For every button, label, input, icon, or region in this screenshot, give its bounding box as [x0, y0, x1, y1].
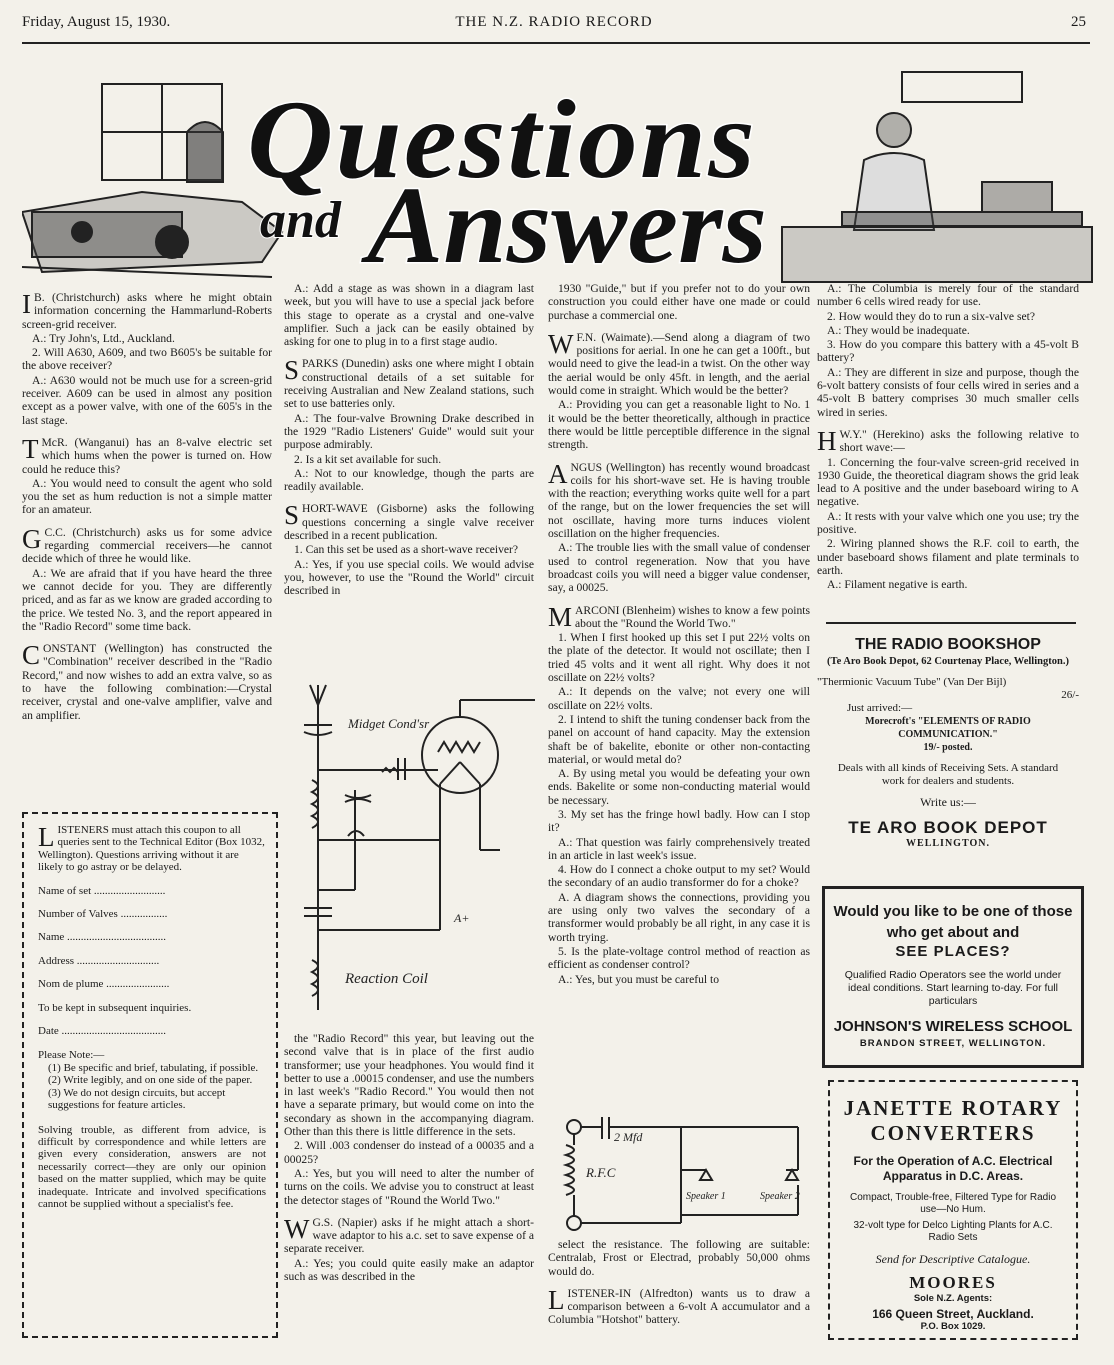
- paragraph-text: 2. Will .003 condenser do instead of a 00035 and a 00025?: [284, 1139, 534, 1166]
- converters-agents: Sole N.Z. Agents:: [913, 1293, 993, 1304]
- paragraph: [284, 412, 534, 452]
- paragraph-text: 1. Concerning the four-valve screen-grid received in 1930 Guide, the theoretical diagram shows the grid leak lead to A positive and the under baseboard wiring to A negative.: [817, 455, 1079, 509]
- paragraph-text: F.N. (Waimate).—Send along a diagram of two positions for aerial. In one he can get a 100ft., but would need to give the lead-in a twist. On the other way the aerial would be only 45ft. in length, and the aerial would come in straight. Which would be the better?: [548, 330, 810, 398]
- drop-cap: A: [548, 458, 568, 489]
- banner-word-questions: Questions: [247, 78, 757, 202]
- drop-cap: T: [22, 433, 39, 464]
- page-number: 25: [1071, 14, 1086, 30]
- paragraph: [817, 310, 1079, 323]
- rfc-label: R.F.C: [586, 1165, 616, 1180]
- header-rule: [22, 42, 1090, 44]
- paragraph: [548, 601, 810, 632]
- paragraph: [22, 332, 272, 345]
- column-1-items: [22, 291, 272, 722]
- paragraph-text: B. (Christchurch) asks where he might obtain information concerning the Hammarlund-Roberts screen-grid receiver.: [22, 291, 272, 331]
- paragraph-text: A.: They are different in size and purpose, though the 6-volt battery consists of four cells wired in series and a 45-volt B battery comprises 30 much smaller cells wired in series.: [817, 365, 1079, 419]
- paragraph: [22, 523, 272, 566]
- coupon-note: (2) Write legibly, and on one side of the paper.: [48, 1074, 253, 1087]
- paragraph-text: 4. How do I connect a choke output to my set? Would the secondary of an audio transformer do for a choke?: [548, 863, 810, 890]
- column-2-bottom-items: [284, 1032, 534, 1283]
- drop-cap: H: [817, 425, 837, 456]
- converters-box: P.O. Box 1029.: [920, 1321, 986, 1332]
- coupon-note: (1) Be specific and brief, tabulating, if possible.: [48, 1061, 259, 1074]
- coupon-fields: [38, 885, 266, 1038]
- paragraph-text: C.C. (Christchurch) asks us for some advice regarding commercial receivers—he cannot decide which of three he would like.: [22, 525, 272, 566]
- paragraph: [548, 631, 810, 684]
- paragraph: [22, 374, 272, 427]
- bookshop-name: TE ARO BOOK DEPOT: [848, 818, 1048, 837]
- two-mfd-label: 2 Mfd: [614, 1130, 643, 1144]
- column-3-bottom: [548, 1238, 810, 1328]
- bookshop-book2: Morecroft's "ELEMENTS OF RADIO COMMUNICATION.": [865, 716, 1031, 740]
- paragraph: [284, 1032, 534, 1138]
- paragraph: [548, 767, 810, 807]
- bookshop-write: Write us:—: [920, 795, 976, 809]
- banner-word-and: and: [260, 192, 341, 249]
- school-ad-address: BRANDON STREET, WELLINGTON.: [859, 1038, 1047, 1049]
- paragraph-text: A.: Try John's, Ltd., Auckland.: [32, 331, 175, 345]
- paragraph: [817, 425, 1079, 456]
- paragraph-text: 2. How would they do to run a six-valve set?: [827, 309, 1036, 323]
- paragraph: [284, 543, 534, 556]
- paragraph-text: the "Radio Record" this year, but leaving out the second valve that is in place of the first audio transformer; use your headphones. You would find it better to use a .00015 condenser, and use the numbers in last week's "Radio Record." You would then not have a separate primary, but would come on into the secondary as shown in the accompanying diagram. Other than this there is little difference in the sets.: [284, 1032, 534, 1139]
- drop-cap: I: [22, 289, 31, 319]
- paragraph-text: ARCONI (Blenheim) wishes to know a few points about the "Round the World Two.": [575, 603, 810, 630]
- paragraph-text: A. A diagram shows the connections, providing you are using only two valves the secondary of a transformer would probably be all right, in any case it is worth trying.: [548, 890, 810, 944]
- paragraph-text: A.: Filament negative is earth.: [827, 578, 968, 592]
- paragraph-text: A.: Yes, if you use special coils. We would advise you, however, to use the "Round the World" circuit described in: [284, 557, 534, 598]
- column-2-top: [284, 282, 534, 599]
- paragraph: [22, 346, 272, 373]
- paragraph: [548, 891, 810, 944]
- paragraph-text: A.: It depends on the valve; not every one will oscillate on 22½ volts.: [548, 685, 810, 712]
- converters-address: 166 Queen Street, Auckland.: [872, 1307, 1034, 1321]
- coupon-field: Number of Valves .................: [38, 908, 168, 921]
- column-4: [817, 282, 1079, 593]
- paragraph-text: McR. (Wanganui) has an 8-valve electric set which hums when the power is turned on. How could he reduce this?: [22, 435, 272, 476]
- paragraph: [548, 1284, 810, 1327]
- issue-date: Friday, August 15, 1930.: [22, 14, 171, 30]
- paragraph-text: A.: You would need to consult the agent who sold you the set as hum reduction is not a simple matter for an amateur.: [22, 476, 272, 517]
- drop-cap: W: [284, 1213, 310, 1244]
- choke-output-circuit-diagram: [556, 1115, 812, 1235]
- paragraph-text: 2. I intend to shift the tuning condenser back from the panel on account of hand capacity. May the extension shaft be of bakelite, ebonite or other non-contacting material, or would metal do?: [548, 712, 810, 766]
- paragraph-text: PARKS (Dunedin) asks one where might I obtain constructional details of a set suitable for receiving Australian and New Zealand stations, such set to use batteries only.: [284, 357, 534, 411]
- converters-firm: MOORES: [909, 1273, 997, 1292]
- reaction-coil-label: Reaction Coil: [345, 971, 428, 987]
- paragraph-text: A.: Yes; you could quite easily make an adaptor such as was described in the: [284, 1256, 534, 1284]
- paragraph: [817, 366, 1079, 419]
- left-illustration: [22, 84, 282, 277]
- paragraph: [22, 642, 272, 722]
- bookshop-arrived: Just arrived:—: [847, 702, 913, 714]
- paragraph: [817, 338, 1079, 365]
- paragraph-text: A.: We are afraid that if you have heard the three we cannot decide for you. They are differently priced, and as far as we know are graded according to the price. We tested No. 3, and the report appeared in the "Radio Record" some time back.: [22, 566, 272, 633]
- paragraph-text: 2. Will A630, A609, and two B605's be suitable for the above receiver?: [22, 346, 272, 373]
- paragraph: [22, 567, 272, 633]
- paragraph: [284, 502, 534, 542]
- banner-word-answers: Answers: [360, 164, 767, 286]
- query-coupon: [22, 812, 278, 1338]
- column-1: [22, 282, 272, 723]
- coupon-notes: [38, 1062, 266, 1112]
- paragraph: [284, 1213, 534, 1256]
- school-ad-line2: SEE PLACES?: [895, 943, 1011, 960]
- drop-cap: S: [284, 355, 300, 386]
- janette-converters-ad: [828, 1080, 1078, 1340]
- coupon-field: Nom de plume .......................: [38, 978, 170, 991]
- paragraph: [817, 282, 1079, 309]
- drop-cap: C: [22, 640, 41, 671]
- paragraph: [284, 467, 534, 494]
- converters-send: Send for Descriptive Catalogue.: [875, 1252, 1031, 1266]
- paragraph-text: A.: Add a stage as was shown in a diagram last week, but you will have to use a special jack before this stage to operate as a crystal and one-valve amplifier. Such a jack can be easily obtained by asking for one to plug in to a first stage audio.: [284, 282, 534, 349]
- paragraph: [548, 282, 810, 322]
- coupon-field: Name of set ..........................: [38, 884, 166, 897]
- speaker-1-label: Speaker 1: [686, 1191, 726, 1202]
- converters-for: For the Operation of A.C. Electrical Apparatus in D.C. Areas.: [853, 1154, 1053, 1183]
- radio-bookshop-ad: [817, 628, 1079, 878]
- paragraph-text: A.: Yes, but you will need to alter the number of turns on the coils. We advise you to construct at least the detector stages of "Round the World Two.": [284, 1166, 534, 1207]
- right-illustration: [782, 72, 1092, 282]
- paragraph-text: 3. How do you compare this battery with a 45-volt B battery?: [817, 338, 1079, 365]
- column-2-bottom: [284, 1032, 534, 1284]
- paragraph-text: A.: They would be inadequate.: [827, 323, 970, 337]
- paragraph: [548, 863, 810, 890]
- paragraph-text: 2. Is a kit set available for such.: [294, 452, 442, 466]
- bookshop-title: THE RADIO BOOKSHOP: [855, 636, 1041, 653]
- paragraph: [548, 973, 810, 986]
- questions-answers-banner: [22, 62, 1094, 290]
- paragraph: [817, 324, 1079, 337]
- drop-cap: S: [284, 500, 300, 531]
- running-head: [22, 14, 1086, 38]
- coupon-intro: [38, 824, 266, 874]
- paragraph: [817, 510, 1079, 537]
- drop-cap: G: [22, 523, 42, 554]
- coupon-field: To be kept in subsequent inquiries.: [38, 1001, 192, 1014]
- paragraph-text: 3. My set has the fringe howl badly. How can I stop it?: [548, 807, 810, 835]
- paragraph-text: 1. Can this set be used as a short-wave receiver?: [294, 543, 519, 557]
- paragraph-text: 1930 "Guide," but if you prefer not to do your own construction you could either have one made or could purchase a commercial one.: [548, 282, 810, 322]
- paragraph-text: 2. Wiring planned shows the R.F. coil to earth, the under baseboard shows filament and plate terminals to earth.: [817, 537, 1079, 577]
- paragraph-text: ONSTANT (Wellington) has constructed the "Combination" receiver described in the "Radio Record," and now wishes to add an extra valve, so as to have the following combination:—Crystal receiver, crystal and one-valve amplifier, valve and an amplifier.: [22, 642, 272, 722]
- paragraph: [548, 458, 810, 541]
- paragraph: [548, 1238, 810, 1278]
- paragraph-text: NGUS (Wellington) has recently wound broadcast coils for his short-wave set. He is having trouble with the reaction; everything works quite well for a part of the range, but on the lower frequencies the set will not oscillate, having more turns induces violent oscillation on the higher frequencies.: [548, 460, 810, 541]
- paragraph: [284, 453, 534, 466]
- bookshop-city: WELLINGTON.: [906, 838, 990, 849]
- paragraph-text: A.: That question was fairly comprehensively treated in an article in last week's issue.: [548, 835, 810, 862]
- paragraph-text: A.: Not to our knowledge, though the parts are readily available.: [284, 466, 534, 494]
- bookshop-deals: Deals with all kinds of Receiving Sets. A standard work for dealers and students.: [837, 762, 1059, 787]
- paragraph: [284, 282, 534, 348]
- paragraph-text: A.: Providing you can get a reasonable light to No. 1 it would be the better theoretically, although in practice there would be little perceptible difference in the signal strength.: [548, 398, 810, 452]
- converters-title1: JANETTE ROTARY: [843, 1096, 1063, 1120]
- column-3-items: [548, 282, 810, 986]
- paragraph-text: A.: Yes, but you must be careful to: [558, 972, 720, 986]
- column-3-bottom-items: [548, 1238, 810, 1327]
- coupon-drop-cap: L: [38, 822, 55, 852]
- paragraph-text: G.S. (Napier) asks if he might attach a short-wave adaptor to his a.c. set to save expense of a separate receiver.: [284, 1215, 534, 1256]
- paragraph: [817, 537, 1079, 577]
- column-2-top-items: [284, 282, 534, 598]
- paragraph: [22, 477, 272, 517]
- paragraph: [548, 685, 810, 712]
- bookshop-price1: 26/-: [1061, 689, 1079, 701]
- paragraph: [284, 1257, 534, 1284]
- coupon-intro-text: ISTENERS must attach this coupon to all queries sent to the Technical Editor (Box 1032, Wellington). Questions arriving without it are likely to go astray or be delayed.: [38, 824, 265, 874]
- paragraph-text: ISTENER-IN (Alfredton) wants us to draw a comparison between a 6-volt A accumulator and a Columbia "Hotshot" battery.: [548, 1286, 810, 1327]
- school-ad-line1: Would you like to be one of those who get about and: [833, 903, 1073, 941]
- paragraph-text: 1. When I first hooked up this set I put 22½ volts on the plate of the detector. It would not oscillate; then I tried 45 volts and it went all right. Why does it not oscillate on 22½ volts?: [548, 631, 810, 685]
- paragraph-text: A.: The trouble lies with the small value of condenser used to control regeneration. Now that you have broadcast coils you will need a bigger value condenser, say, a 00025.: [548, 541, 810, 595]
- coupon-field: Name ....................................: [38, 931, 167, 944]
- paragraph: [548, 836, 810, 863]
- coupon-note-head: Please Note:—: [38, 1049, 105, 1062]
- paragraph-text: 5. Is the plate-voltage control method of reaction as efficient as condenser control?: [548, 944, 810, 972]
- paragraph: [548, 945, 810, 972]
- paragraph-text: select the resistance. The following are suitable: Centralab, Frost or Electrad, probably 50,000 ohms would do.: [548, 1238, 810, 1278]
- school-ad-name: JOHNSON'S WIRELESS SCHOOL: [833, 1018, 1073, 1035]
- paragraph: [817, 578, 1079, 591]
- coupon-footer: Solving trouble, as different from advice, is difficult by correspondence and while letters are given every consideration, answers are not necessarily correct—they are only our opinion based on the matter supplied, which may be quite inadequate. Intricate and involved specifications cannot be supplied without a specialist's fee.: [38, 1123, 266, 1210]
- paragraph: [548, 713, 810, 766]
- paragraph-text: HORT-WAVE (Gisborne) asks the following questions concerning a single valve receiver described in a recent publication.: [284, 502, 534, 543]
- paragraph: [284, 1139, 534, 1166]
- coupon-field: Date ......................................: [38, 1025, 167, 1038]
- drop-cap: M: [548, 601, 573, 632]
- single-valve-circuit-diagram: [290, 680, 535, 1025]
- paragraph: [22, 433, 272, 476]
- bookshop-price2: 19/- posted.: [923, 742, 973, 753]
- bookshop-sub: (Te Aro Book Depot, 62 Courtenay Place, Wellington.): [827, 656, 1069, 667]
- paragraph-text: A.: A630 would not be much use for a screen-grid receiver. A609 can be used in almost any position except as a power valve, with one of the 605's in the last stage.: [22, 373, 272, 427]
- paragraph-text: A. By using metal you would be defeating your own ends. Bakelite or some non-conducting material would be necessary.: [548, 767, 810, 807]
- converters-title2: CONVERTERS: [870, 1121, 1036, 1145]
- speaker-2-label: Speaker 2: [760, 1191, 800, 1202]
- paragraph: [284, 1167, 534, 1207]
- paragraph-text: A.: The four-valve Browning Drake described in the 1929 "Radio Listeners' Guide" would suit your purpose admirably.: [284, 411, 534, 452]
- converters-desc2: 32-volt type for Delco Lighting Plants for A.C. Radio Sets: [853, 1220, 1053, 1243]
- column-4-items: [817, 282, 1079, 592]
- paragraph: [817, 456, 1079, 509]
- midget-condenser-label: Midget Cond'sr: [348, 716, 430, 731]
- paragraph: [548, 541, 810, 594]
- publication-title: THE N.Z. RADIO RECORD: [455, 14, 653, 30]
- a-plus-label: A+: [454, 911, 470, 925]
- wireless-school-ad: [822, 886, 1084, 1068]
- bookshop-rule: [826, 622, 1076, 624]
- paragraph-text: W.Y." (Herekino) asks the following relative to short wave:—: [839, 427, 1079, 455]
- paragraph: [22, 291, 272, 331]
- paragraph: [284, 558, 534, 598]
- paragraph: [284, 357, 534, 410]
- paragraph-text: A.: It rests with your valve which one you use; try the positive.: [817, 509, 1079, 537]
- coupon-field: Address ..............................: [38, 954, 160, 967]
- drop-cap: L: [548, 1284, 565, 1315]
- school-ad-body: Qualified Radio Operators see the world under ideal conditions. Start learning to-day. For full particulars: [844, 969, 1062, 1007]
- bookshop-book1: "Thermionic Vacuum Tube" (Van Der Bijl): [817, 676, 1007, 688]
- column-3: [548, 282, 810, 987]
- paragraph-text: A.: The Columbia is merely four of the standard number 6 cells wired ready for use.: [817, 282, 1079, 309]
- converters-desc1: Compact, Trouble-free, Filtered Type for Radio use—No Hum.: [849, 1192, 1057, 1215]
- coupon-note: (3) We do not design circuits, but accept suggestions for feature articles.: [48, 1086, 226, 1112]
- paragraph: [548, 808, 810, 835]
- paragraph: [548, 398, 810, 451]
- paragraph: [548, 328, 810, 398]
- drop-cap: W: [548, 328, 574, 359]
